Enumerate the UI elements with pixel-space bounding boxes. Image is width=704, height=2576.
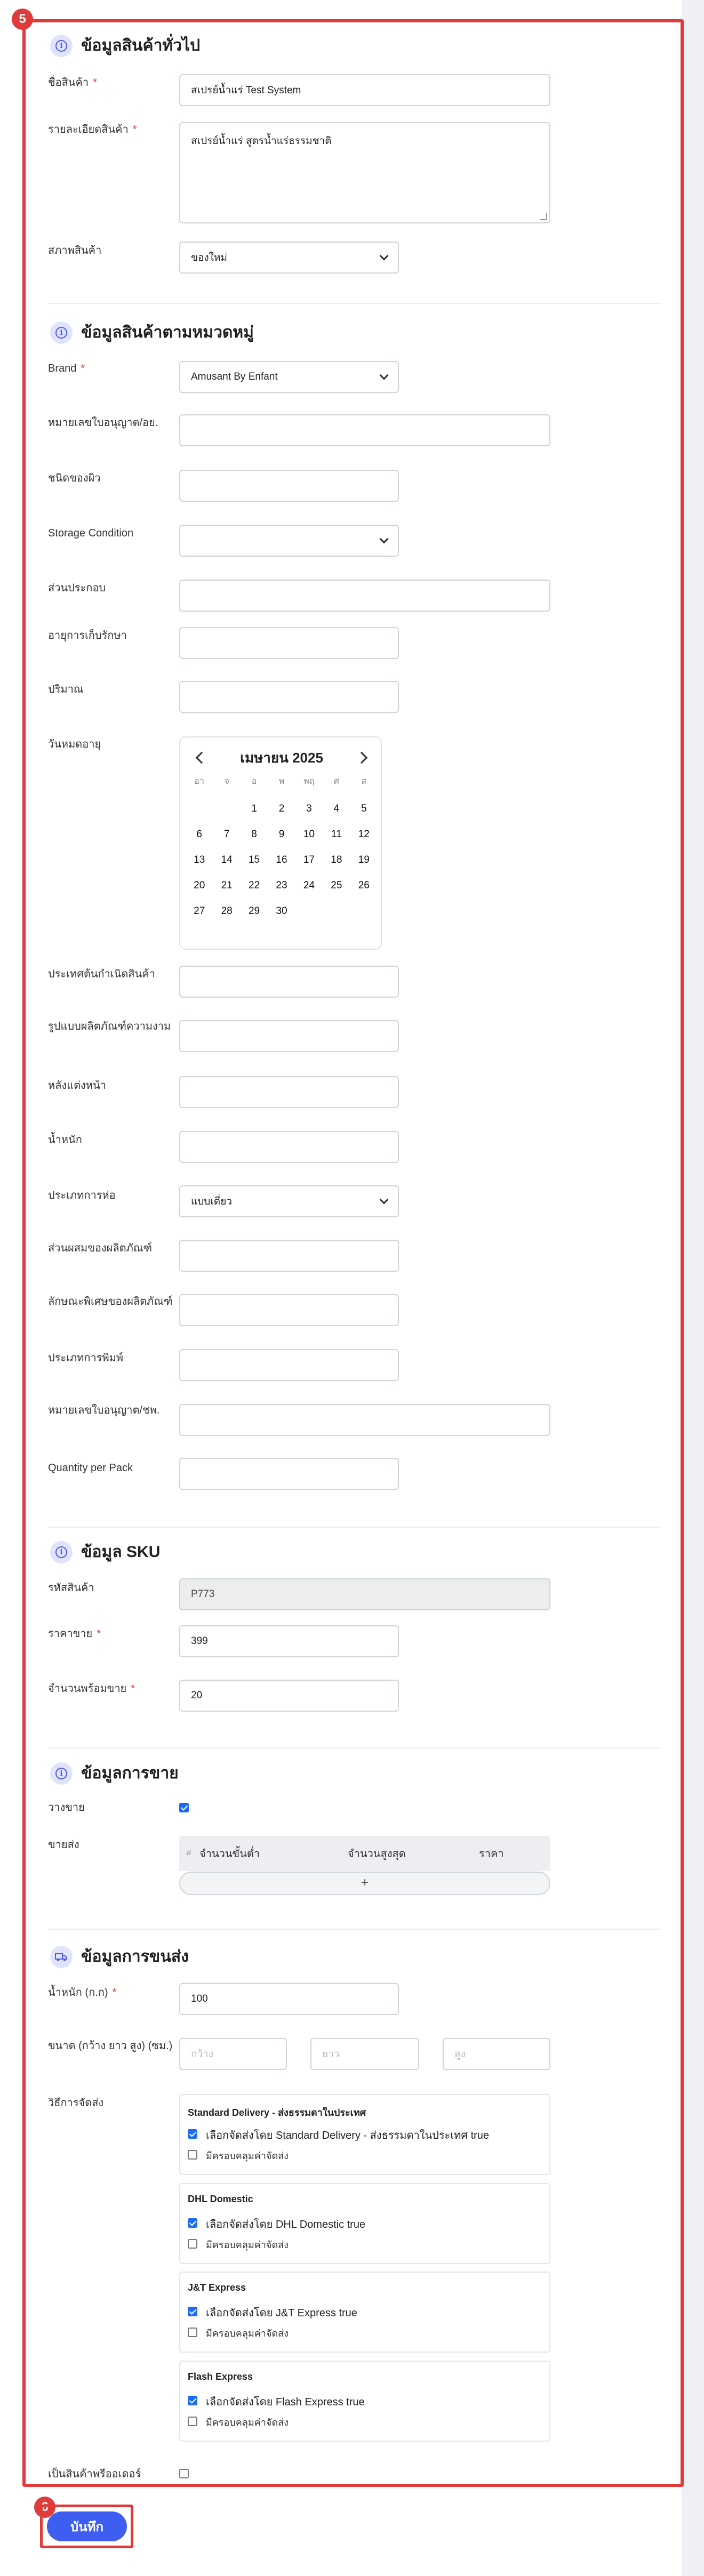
carrier-coverage-checkbox[interactable] (188, 2328, 197, 2337)
volume-input[interactable] (179, 681, 399, 713)
divider (48, 1527, 661, 1528)
divider (48, 1747, 661, 1748)
calendar-day[interactable]: 4 (333, 803, 340, 814)
form-marker-badge: 5 (12, 9, 33, 30)
length-input[interactable]: ยาว (310, 2038, 419, 2070)
truck-icon (50, 1946, 73, 1968)
carrier-name: J&T Express (188, 2282, 246, 2293)
preorder-label: เป็นสินค้าพรีออเดอร์ (48, 2468, 141, 2480)
calendar-day[interactable]: 10 (303, 829, 315, 840)
carrier-coverage-label: มีครอบคลุมค่าจัดส่ง (206, 2328, 289, 2339)
skin-type-input[interactable] (179, 470, 399, 502)
calendar-day[interactable]: 12 (358, 829, 370, 840)
calendar-day[interactable]: 18 (331, 854, 342, 865)
resize-handle[interactable] (540, 213, 547, 220)
col-price: ราคา (479, 1848, 504, 1860)
calendar-day[interactable]: 15 (248, 854, 260, 865)
feature-label: ลักษณะพิเศษของผลิตภัณฑ์ (48, 1296, 173, 1307)
ship-weight-input[interactable]: 100 (179, 1983, 399, 2015)
calendar-day[interactable]: 16 (276, 854, 287, 865)
license-label: หมายเลขใบอนุญาต/ชพ. (48, 1405, 160, 1416)
section-shipping (50, 1944, 189, 1969)
weekday-label: จ (224, 777, 229, 786)
origin-input[interactable] (179, 966, 399, 998)
calendar-day[interactable]: 6 (196, 829, 202, 840)
section-category (50, 320, 254, 345)
section-sales (50, 1761, 179, 1786)
calendar-day[interactable]: 26 (358, 880, 370, 891)
weekday-label: ส (361, 777, 367, 786)
carrier-select-checkbox[interactable] (188, 2396, 197, 2405)
brand-select[interactable]: Amusant By Enfant (179, 361, 399, 393)
page-scroll-gutter (682, 0, 704, 2576)
calendar-month-title: เมษายน 2025 (240, 750, 323, 766)
origin-label: ประเทศต้นกำเนิดสินค้า (48, 968, 155, 980)
storage-select[interactable] (179, 525, 399, 557)
calendar-day[interactable]: 8 (251, 829, 257, 840)
calendar-day[interactable]: 13 (194, 854, 205, 865)
carrier-card-standard (179, 2094, 550, 2175)
shelf-life-input[interactable] (179, 627, 399, 659)
carrier-name: Flash Express (188, 2371, 253, 2382)
calendar-day[interactable]: 17 (303, 854, 315, 865)
fda-label: หมายเลขใบอนุญาต/อย. (48, 417, 158, 429)
print-type-label: ประเภทการพิมพ์ (48, 1352, 124, 1364)
stock-label: จำนวนพร้อมขาย * (48, 1683, 135, 1695)
ingredients-label: ส่วนประกอบ (48, 582, 106, 594)
calendar-day[interactable]: 21 (221, 880, 233, 891)
carrier-card-jt (179, 2272, 550, 2353)
volume-label: ปริมาณ (48, 684, 84, 695)
carrier-coverage-checkbox[interactable] (188, 2417, 197, 2426)
composition-label: ส่วนผสมของผลิตภัณฑ์ (48, 1242, 152, 1254)
weekday-label: ศ (333, 777, 339, 786)
col-min-qty: จำนวนขั้นต่ำ (199, 1848, 260, 1860)
sku-code-label: รหัสสินค้า (48, 1582, 94, 1594)
product-name-input[interactable]: สเปรย์น้ำแร่ Test System (179, 74, 550, 106)
divider (48, 303, 661, 304)
after-makeup-input[interactable] (179, 1076, 399, 1108)
carrier-name: DHL Domestic (188, 2194, 253, 2204)
col-index: # (186, 1849, 191, 1858)
divider (48, 1929, 661, 1930)
after-makeup-label: หลังแต่งหน้า (48, 1080, 106, 1092)
chevron-down-icon (380, 252, 389, 261)
section-sku (50, 1539, 160, 1564)
beauty-form-label: รูปแบบผลิตภัณฑ์ความงาม (48, 1021, 171, 1032)
calendar-day[interactable]: 25 (331, 880, 342, 891)
weight-input[interactable] (179, 1131, 399, 1163)
product-name-label: ชื่อสินค้า * (48, 77, 97, 89)
condition-select[interactable]: ของใหม่ (179, 242, 399, 274)
calendar-day[interactable]: 5 (361, 803, 367, 814)
stock-input[interactable]: 20 (179, 1680, 399, 1712)
qty-per-pack-input[interactable] (179, 1458, 399, 1490)
wholesale-table-header (179, 1836, 550, 1871)
sku-code-input: P773 (179, 1578, 550, 1610)
calendar-day[interactable]: 11 (331, 829, 342, 840)
weekday-label: พฤ (303, 777, 315, 786)
carrier-select-checkbox[interactable] (188, 2307, 197, 2316)
calendar-day[interactable]: 19 (358, 854, 370, 865)
calendar-days (186, 796, 378, 924)
carrier-name: Standard Delivery - ส่งธรรมดาในประเทศ (188, 2107, 366, 2118)
add-tier-button[interactable]: + (179, 1872, 550, 1895)
wholesale-label: ขายส่ง (48, 1839, 79, 1851)
calendar-day[interactable]: 20 (194, 880, 205, 891)
carrier-card-dhl (179, 2183, 550, 2264)
carrier-coverage-label: มีครอบคลุมค่าจัดส่ง (206, 2150, 289, 2161)
weight-label: น้ำหนัก (48, 1134, 82, 1146)
height-input[interactable]: สูง (443, 2038, 550, 2070)
dimensions-label: ขนาด (กว้าง ยาว สูง) (ซม.) (48, 2040, 173, 2052)
qty-per-pack-label: Quantity per Pack (48, 1462, 133, 1474)
ingredients-input[interactable] (179, 580, 550, 612)
calendar-day[interactable]: 29 (248, 905, 260, 917)
col-max-qty: จำนวนสูงสุด (348, 1848, 406, 1860)
info-icon: i (50, 322, 73, 344)
expiry-label: วันหมดอายุ (48, 739, 101, 750)
width-input[interactable]: กว้าง (179, 2038, 287, 2070)
skin-type-label: ชนิดของผิว (48, 472, 101, 484)
composition-input[interactable] (179, 1240, 399, 1272)
calendar-day[interactable]: 23 (276, 880, 287, 891)
condition-label: สภาพสินค้า (48, 245, 102, 256)
listed-checkbox[interactable] (179, 1803, 189, 1812)
carrier-select-label: เลือกจัดส่งโดย Standard Delivery - ส่งธรรมดาในประเทศ true (206, 2130, 490, 2141)
calendar-header (180, 747, 383, 768)
license-input[interactable] (179, 1404, 550, 1436)
carrier-coverage-checkbox[interactable] (188, 2150, 197, 2160)
section-general (50, 33, 200, 58)
carrier-select-label: เลือกจัดส่งโดย J&T Express true (206, 2307, 357, 2319)
chevron-down-icon (380, 1195, 389, 1205)
save-highlight-frame (40, 2505, 133, 2548)
weekday-label: พ (278, 777, 285, 786)
calendar-day[interactable]: 14 (221, 854, 233, 865)
save-button[interactable]: บันทึก (47, 2511, 127, 2541)
section-category-title: ข้อมูลสินค้าตามหมวดหมู่ (81, 324, 254, 341)
feature-input[interactable] (179, 1294, 399, 1326)
package-type-label: ประเภทการห่อ (48, 1190, 116, 1201)
carrier-select-label: เลือกจัดส่งโดย Flash Express true (206, 2396, 365, 2408)
info-icon: i (50, 1762, 73, 1785)
expiry-calendar[interactable] (179, 736, 382, 950)
info-icon: i (50, 1541, 73, 1563)
calendar-day[interactable]: 27 (194, 905, 205, 917)
print-type-input[interactable] (179, 1349, 399, 1381)
weekday-label: อา (194, 777, 204, 786)
calendar-day[interactable]: 9 (278, 829, 285, 840)
save-marker-badge: 6 (34, 2497, 55, 2518)
brand-label: Brand * (48, 363, 85, 374)
weekday-label: อ (251, 777, 257, 786)
calendar-day[interactable]: 1 (251, 803, 257, 814)
listed-label: วางขาย (48, 1802, 85, 1813)
beauty-form-input[interactable] (179, 1020, 399, 1052)
section-sku-title: ข้อมูล SKU (81, 1543, 161, 1561)
price-label: ราคาขาย * (48, 1628, 101, 1640)
ship-weight-label: น้ำหนัก (ก.ก) * (48, 1987, 117, 1999)
section-sales-title: ข้อมูลการขาย (81, 1764, 179, 1782)
carrier-coverage-label: มีครอบคลุมค่าจัดส่ง (206, 2417, 289, 2428)
section-general-title: ข้อมูลสินค้าทั่วไป (81, 37, 201, 54)
calendar-day[interactable]: 24 (303, 880, 315, 891)
price-input[interactable]: 399 (179, 1625, 399, 1657)
calendar-day[interactable]: 2 (278, 803, 285, 814)
calendar-day[interactable]: 28 (221, 905, 233, 917)
product-desc-label: รายละเอียดสินค้า * (48, 124, 137, 135)
info-icon: i (50, 35, 73, 57)
chevron-down-icon (380, 371, 389, 380)
carrier-card-flash (179, 2361, 550, 2442)
product-desc-textarea[interactable]: สเปรย์น้ำแร่ สูตรน้ำแร่ธรรมชาติ (179, 122, 550, 223)
section-shipping-title: ข้อมูลการขนส่ง (81, 1948, 189, 1965)
fda-input[interactable] (179, 414, 550, 446)
carrier-select-label: เลือกจัดส่งโดย DHL Domestic true (206, 2219, 366, 2230)
preorder-checkbox[interactable] (179, 2469, 189, 2478)
carrier-coverage-checkbox[interactable] (188, 2239, 197, 2249)
carrier-coverage-label: มีครอบคลุมค่าจัดส่ง (206, 2240, 289, 2250)
shelf-life-label: อายุการเก็บรักษา (48, 630, 127, 641)
calendar-day[interactable]: 3 (306, 803, 312, 814)
calendar-weekdays (186, 775, 378, 788)
shipping-method-label: วิธีการจัดส่ง (48, 2097, 104, 2109)
calendar-day[interactable]: 22 (248, 880, 260, 891)
carrier-select-checkbox[interactable] (188, 2218, 197, 2228)
chevron-down-icon (380, 535, 389, 544)
carrier-select-checkbox[interactable] (188, 2129, 197, 2139)
package-type-select[interactable]: แบบเดี่ยว (179, 1185, 399, 1217)
calendar-day[interactable]: 30 (276, 905, 287, 917)
calendar-day[interactable]: 7 (223, 829, 230, 840)
storage-label: Storage Condition (48, 527, 134, 539)
